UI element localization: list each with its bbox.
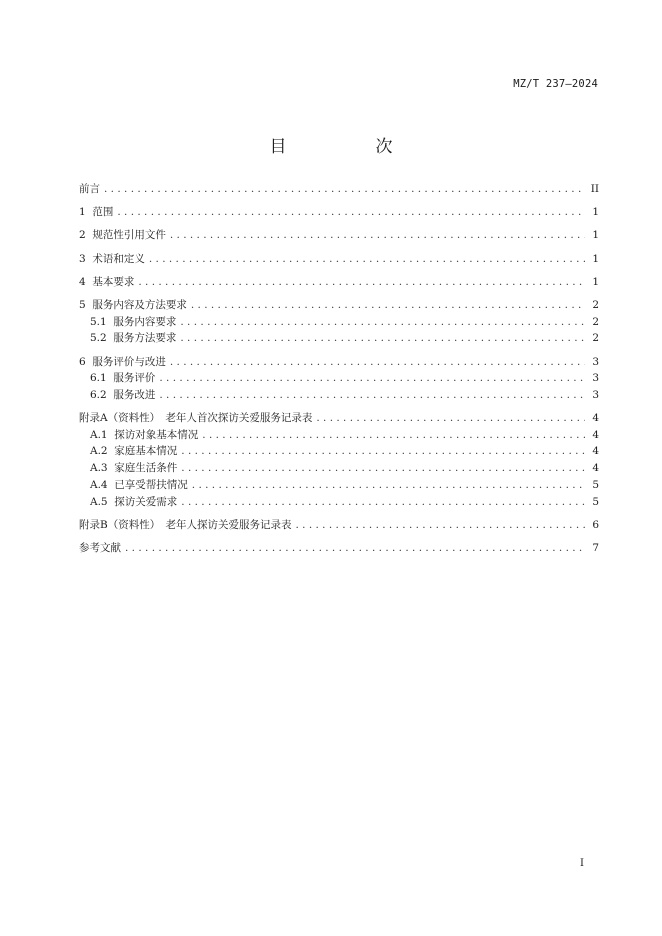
toc-entry-6-1[interactable] [79, 370, 599, 387]
dot-leader [149, 251, 585, 268]
dot-leader [104, 181, 585, 198]
toc-entry-page: II [590, 183, 599, 195]
toc-entry-label: 2 规范性引用文件 [79, 229, 166, 242]
toc-entry-page: 4 [592, 428, 599, 441]
dot-leader [138, 274, 585, 291]
toc-entry-label: A.2 家庭基本情况 [90, 445, 178, 458]
toc-entry-label: A.3 家庭生活条件 [90, 462, 178, 475]
page-title: 目 次 [269, 137, 429, 157]
toc-entry-page: 3 [592, 372, 599, 385]
toc-entry-label: A.1 探访对象基本情况 [90, 428, 199, 441]
dot-leader [180, 330, 585, 347]
toc-entry-a-2[interactable] [79, 443, 599, 460]
toc-entry-a-5[interactable] [79, 494, 599, 511]
toc-entry-bibliography[interactable] [79, 540, 599, 557]
toc-entry-label: 6 服务评价与改进 [79, 355, 166, 368]
toc-entry-5-1[interactable] [79, 314, 599, 331]
toc-entry-normative-references[interactable] [79, 227, 599, 244]
toc-entry-terms-definitions[interactable] [79, 251, 599, 268]
toc-entry-page: 3 [592, 355, 599, 368]
toc-entry-page: 6 [592, 518, 599, 531]
dot-leader [170, 354, 585, 371]
toc-entry-label: A.4 已享受帮扶情况 [90, 478, 188, 491]
toc-entry-label: 5.2 服务方法要求 [90, 332, 177, 345]
toc-entry-label: 前言 [79, 183, 100, 195]
toc-entry-page: 1 [592, 275, 599, 288]
toc-entry-page: 1 [592, 252, 599, 265]
dot-leader [159, 387, 585, 404]
toc-entry-label: 附录A（资料性） 老年人首次探访关爱服务记录表 [79, 412, 313, 425]
toc-entry-page: 4 [592, 445, 599, 458]
dot-leader [181, 494, 585, 511]
toc-entry-page: 4 [592, 412, 599, 425]
dot-leader [316, 410, 585, 427]
dot-leader [170, 227, 585, 244]
toc-entry-page: 4 [592, 462, 599, 475]
toc-entry-page: 1 [592, 206, 599, 219]
dot-leader [181, 460, 585, 477]
page-number: I [580, 858, 584, 869]
dot-leader [125, 540, 585, 557]
toc-entry-page: 2 [592, 298, 599, 311]
toc-entry-a-1[interactable] [79, 427, 599, 444]
toc-entry-service-content-methods[interactable] [79, 297, 599, 314]
dot-leader [202, 427, 585, 444]
toc-entry-label: 附录B（资料性） 老年人探访关爱服务记录表 [79, 518, 292, 531]
dot-leader [295, 517, 585, 534]
toc-entry-label: 参考文献 [79, 541, 121, 554]
toc-entry-appendix-b[interactable] [79, 517, 599, 534]
standard-code: MZ/T 237—2024 [513, 78, 598, 90]
toc-entry-basic-requirements[interactable] [79, 274, 599, 291]
toc-entry-6-2[interactable] [79, 387, 599, 404]
toc-entry-page: 2 [592, 315, 599, 328]
toc-entry-label: 5 服务内容及方法要求 [79, 298, 187, 311]
dot-leader [159, 370, 585, 387]
toc-entry-label: 4 基本要求 [79, 275, 135, 288]
toc-entry-page: 7 [592, 541, 599, 554]
toc-entry-label: 1 范围 [79, 206, 114, 219]
toc-entry-a-4[interactable] [79, 477, 599, 494]
toc-entry-foreword[interactable] [79, 181, 599, 198]
dot-leader [191, 297, 585, 314]
dot-leader [117, 204, 585, 221]
table-of-contents [79, 181, 599, 557]
toc-entry-appendix-a[interactable] [79, 410, 599, 427]
toc-entry-a-3[interactable] [79, 460, 599, 477]
toc-entry-label: 6.1 服务评价 [90, 372, 156, 385]
dot-leader [181, 443, 585, 460]
toc-entry-5-2[interactable] [79, 330, 599, 347]
toc-entry-page: 2 [592, 332, 599, 345]
toc-entry-scope[interactable] [79, 204, 599, 221]
toc-entry-page: 5 [592, 495, 599, 508]
toc-entry-page: 1 [592, 229, 599, 242]
toc-entry-label: A.5 探访关爱需求 [90, 495, 178, 508]
dot-leader [180, 314, 585, 331]
dot-leader [192, 477, 585, 494]
toc-entry-label: 5.1 服务内容要求 [90, 315, 177, 328]
toc-entry-page: 5 [592, 478, 599, 491]
toc-entry-label: 6.2 服务改进 [90, 388, 156, 401]
toc-entry-page: 3 [592, 388, 599, 401]
toc-entry-service-evaluation[interactable] [79, 354, 599, 371]
toc-entry-label: 3 术语和定义 [79, 252, 145, 265]
